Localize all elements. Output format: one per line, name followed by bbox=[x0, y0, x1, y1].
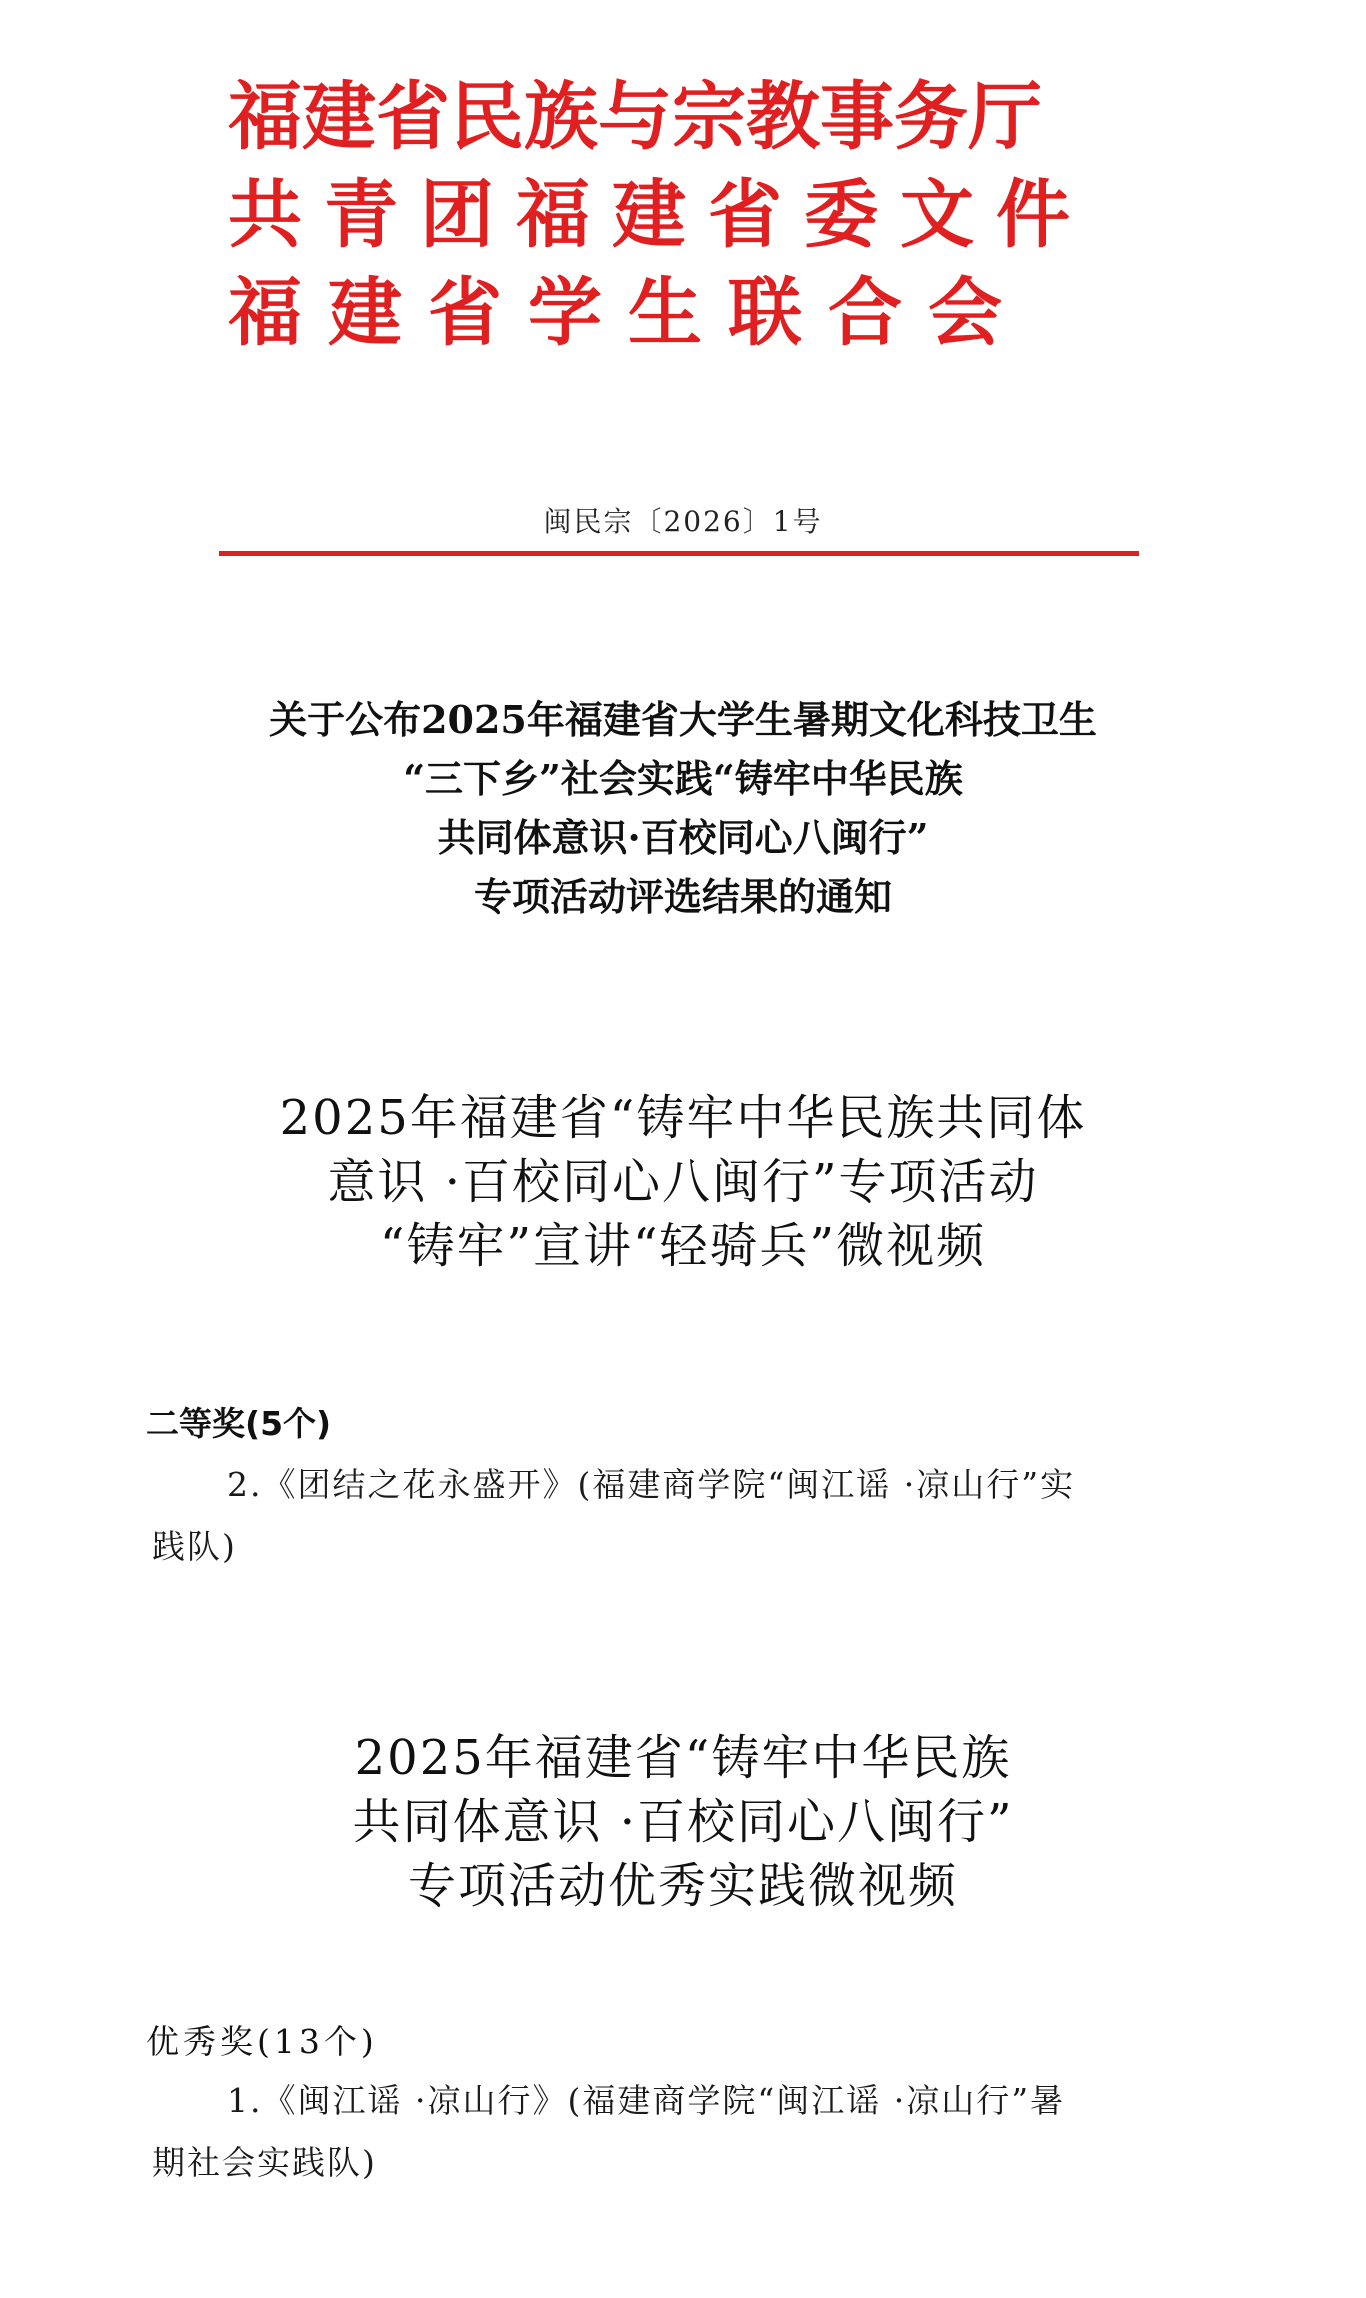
section-title-line: 共同体意识 ·百校同心八闽行” bbox=[352, 1794, 1014, 1850]
issuing-organizations bbox=[228, 68, 1092, 362]
section-title-line: 2025年福建省“铸牢中华民族共同体 bbox=[279, 1090, 1087, 1146]
document-number: 闽民宗〔2026〕1号 bbox=[543, 505, 823, 538]
section-title-line: 专项活动优秀实践微视频 bbox=[407, 1858, 958, 1914]
notice-title-line: 专项活动评选结果的通知 bbox=[473, 874, 892, 919]
notice-title-line: “三下乡”社会实践“铸牢中华民族 bbox=[403, 756, 963, 801]
notice-title-line: 共同体意识·百校同心八闽行” bbox=[437, 815, 929, 860]
award-entry bbox=[152, 1454, 1232, 1578]
award-entry-line: 期社会实践队) bbox=[152, 2143, 377, 2182]
award-heading-second-prize: 二等奖(5个) bbox=[146, 1404, 332, 1443]
section-title-line: 2025年福建省“铸牢中华民族 bbox=[354, 1730, 1012, 1786]
org-line-youth-league: 共青团福建省委文件 bbox=[228, 172, 1092, 258]
org-line-student-federation: 福建省学生联合会 bbox=[228, 270, 1028, 356]
org-line-ethnic-religious-affairs: 福建省民族与宗教事务厅 bbox=[228, 74, 1042, 160]
section-title-line: 意识 ·百校同心八闽行”专项活动 bbox=[327, 1154, 1039, 1210]
notice-title-line: 关于公布2025年福建省大学生暑期文化科技卫生 bbox=[269, 697, 1097, 742]
section-title-excellent-practice-video bbox=[0, 1726, 1366, 1918]
section-title-micro-video-lecture bbox=[0, 1086, 1366, 1278]
award-entry-line: 1.《闽江谣 ·凉山行》(福建商学院“闽江谣 ·凉山行”暑 bbox=[227, 2081, 1066, 2120]
award-heading-excellence-prize: 优秀奖(13个) bbox=[146, 2022, 378, 2061]
notice-title bbox=[0, 690, 1366, 926]
award-entry bbox=[152, 2070, 1232, 2194]
section-title-line: “铸牢”宣讲“轻骑兵”微视频 bbox=[379, 1218, 987, 1274]
award-entry-line: 2.《团结之花永盛开》(福建商学院“闽江谣 ·凉山行”实 bbox=[227, 1465, 1076, 1504]
award-entry-line: 践队) bbox=[152, 1527, 237, 1566]
header-divider bbox=[219, 551, 1139, 556]
